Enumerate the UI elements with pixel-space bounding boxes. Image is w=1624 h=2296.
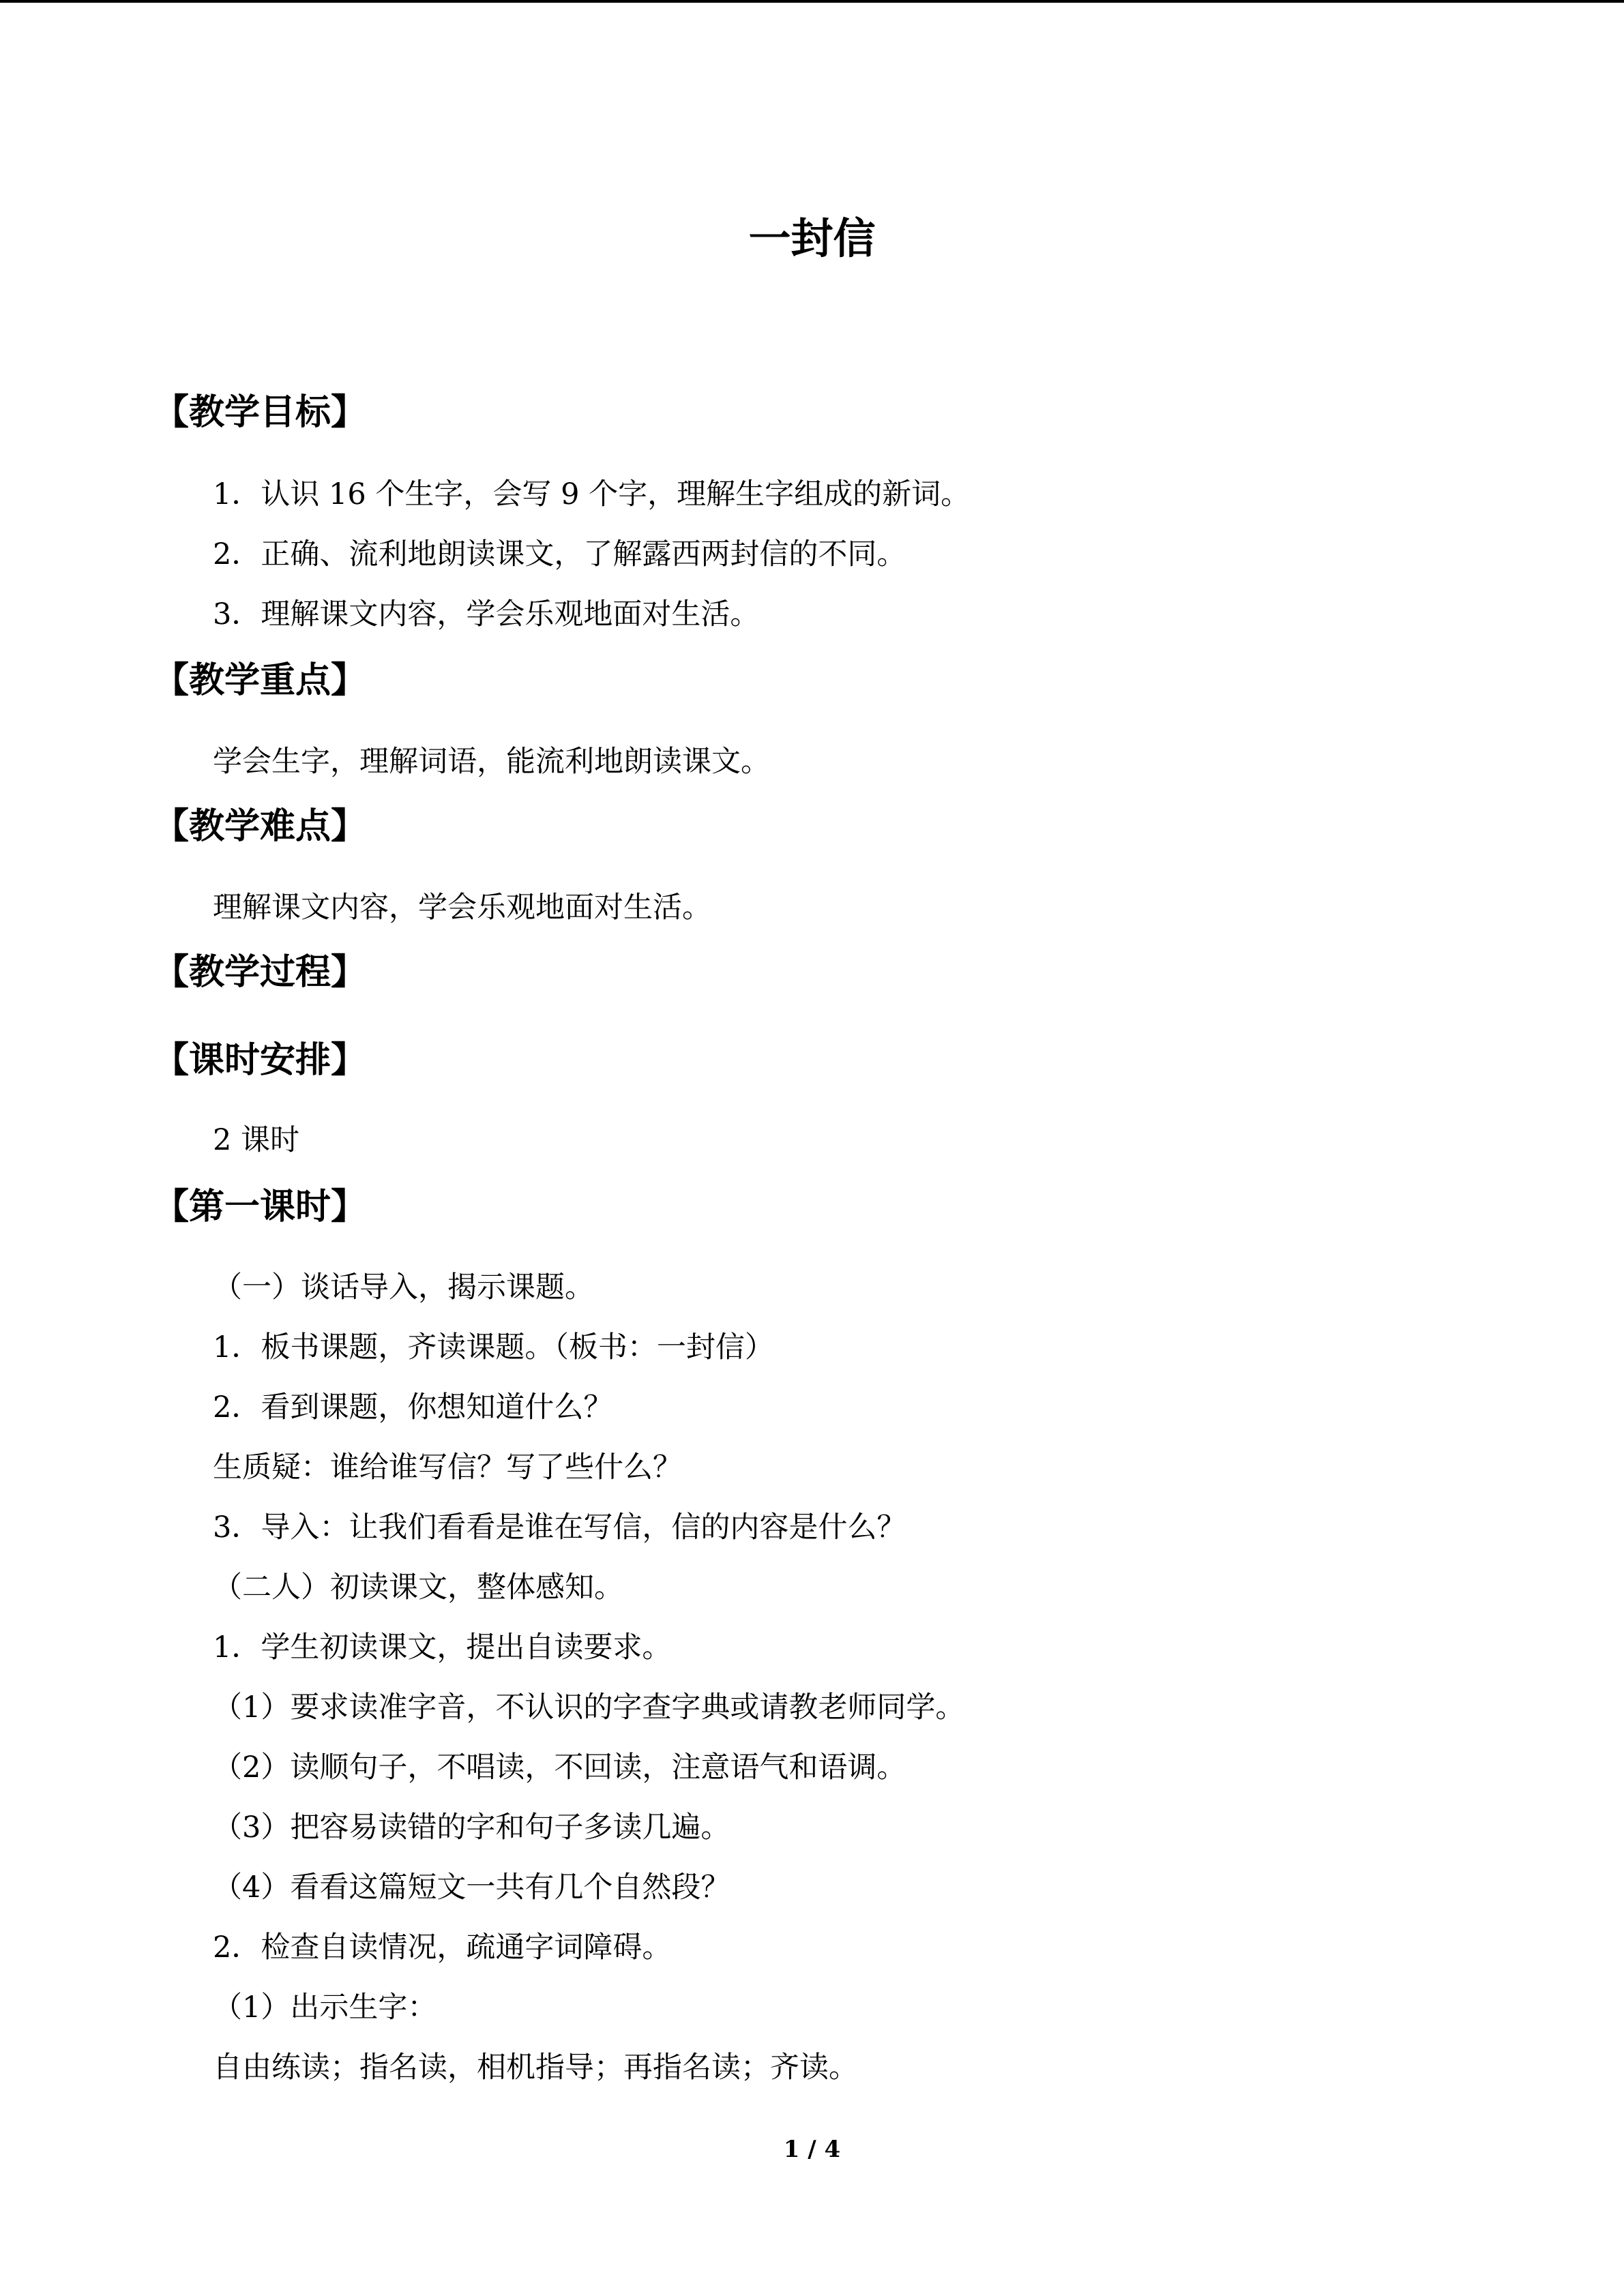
heading-teaching-process: 【教学过程】 xyxy=(153,952,367,993)
lesson-line-1: （一）谈话导入，揭示课题。 xyxy=(213,1270,594,1304)
heading-schedule: 【课时安排】 xyxy=(153,1040,367,1081)
page-number: 1 / 4 xyxy=(783,2136,841,2163)
lesson-line-11: （4）看看这篇短文一共有几个自然段？ xyxy=(213,1870,730,1905)
lesson-line-4: 生质疑：谁给谁写信？写了些什么？ xyxy=(213,1450,682,1485)
lesson-line-13: （1）出示生字： xyxy=(213,1991,437,2025)
heading-difficulties: 【教学难点】 xyxy=(153,806,367,847)
lesson-line-5: 3．导入：让我们看看是谁在写信，信的内容是什么？ xyxy=(213,1510,906,1545)
lesson-line-2: 1．板书课题，齐读课题。（板书：一封信） xyxy=(213,1330,774,1365)
heading-key-points: 【教学重点】 xyxy=(153,660,367,701)
lesson-line-10: （3）把容易读错的字和句子多读几遍。 xyxy=(213,1810,730,1845)
heading-teaching-goals: 【教学目标】 xyxy=(153,392,367,433)
lesson-line-6: （二人）初读课文，整体感知。 xyxy=(213,1570,623,1605)
goal-item-2: 2．正确、流利地朗读课文，了解露西两封信的不同。 xyxy=(213,537,906,571)
key-points-text: 学会生字，理解词语，能流利地朗读课文。 xyxy=(213,745,770,779)
lesson-line-14: 自由练读；指名读，相机指导；再指名读；齐读。 xyxy=(213,2051,858,2085)
lesson-line-9: （2）读顺句子，不唱读，不回读，注意语气和语调。 xyxy=(213,1750,906,1785)
lesson-line-12: 2．检查自读情况，疏通字词障碍。 xyxy=(213,1930,672,1965)
document-title: 一封信 xyxy=(748,213,876,263)
lesson-line-3: 2．看到课题，你想知道什么？ xyxy=(213,1390,613,1425)
lesson-line-7: 1．学生初读课文，提出自读要求。 xyxy=(213,1630,672,1665)
schedule-text: 2 课时 xyxy=(213,1123,300,1157)
lesson-line-8: （1）要求读准字音，不认识的字查字典或请教老师同学。 xyxy=(213,1690,965,1725)
page-top-border xyxy=(0,0,1624,3)
goal-item-3: 3．理解课文内容，学会乐观地面对生活。 xyxy=(213,597,760,631)
difficulties-text: 理解课文内容，学会乐观地面对生活。 xyxy=(213,891,711,925)
heading-lesson-one: 【第一课时】 xyxy=(153,1187,367,1227)
goal-item-1: 1．认识 16 个生字，会写 9 个字，理解生字组成的新词。 xyxy=(213,477,971,511)
